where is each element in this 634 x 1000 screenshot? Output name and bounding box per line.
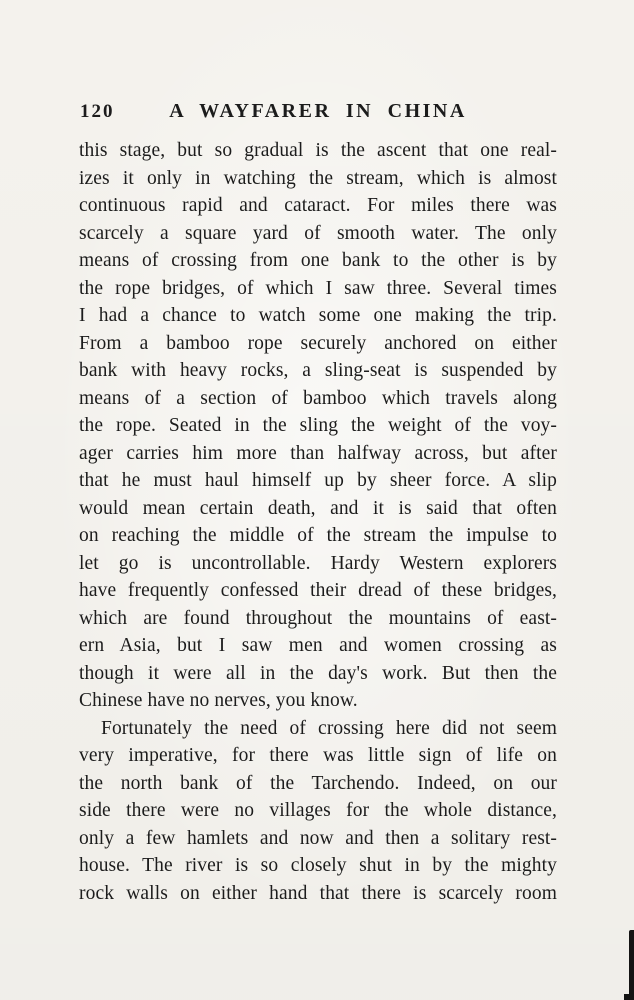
text-line: that he must haul himself up by sheer force. A slip xyxy=(79,470,557,491)
running-header xyxy=(79,100,557,137)
text-line: would mean certain death, and it is said that often xyxy=(79,497,557,519)
text-line: rock walls on either hand that there is scarcely room xyxy=(79,882,557,904)
text-line: on reaching the middle of the stream the impulse to xyxy=(79,525,557,546)
text-line: means of crossing from one bank to the other is by xyxy=(79,250,557,271)
text-line: From a bamboo rope securely anchored on either xyxy=(79,332,557,354)
text-line: though it were all in the day's work. But then the xyxy=(79,662,557,684)
text-line: ern Asia, but I saw men and women crossing as xyxy=(79,635,557,656)
text-line: side there were no villages for the whole distance, xyxy=(79,800,557,821)
text-column xyxy=(79,100,557,907)
text-line: the rope. Seated in the sling the weight of the voy- xyxy=(79,415,557,436)
scan-edge-artifact xyxy=(629,930,634,1000)
text-line: the rope bridges, of which I saw three. Several times xyxy=(79,277,557,299)
text-line: very imperative, for there was little sign of life on xyxy=(79,745,557,766)
text-line: continuous rapid and cataract. For miles there was xyxy=(79,195,557,216)
page-title: A WAYFARER IN CHINA xyxy=(169,100,467,122)
text-line: I had a chance to watch some one making the trip. xyxy=(79,305,557,326)
text-line: scarcely a square yard of smooth water. The only xyxy=(79,222,557,244)
text-line: have frequently confessed their dread of these bridges, xyxy=(79,580,557,601)
text-line: this stage, but so gradual is the ascent that one real- xyxy=(79,140,557,161)
text-line: izes it only in watching the stream, which is almost xyxy=(79,167,557,189)
scan-corner-artifact xyxy=(624,994,634,1000)
text-line: which are found throughout the mountains of east- xyxy=(79,607,557,629)
text-line: only a few hamlets and now and then a solitary rest- xyxy=(79,827,557,849)
text-line: house. The river is so closely shut in by the mighty xyxy=(79,855,557,876)
text-line: Chinese have no nerves, you know. xyxy=(79,690,358,711)
text-line: Fortunately the need of crossing here did not seem xyxy=(101,717,557,739)
page-body xyxy=(79,137,557,907)
page-number: 120 xyxy=(80,101,115,122)
text-line: ager carries him more than halfway across, but after xyxy=(79,442,557,464)
text-line: means of a section of bamboo which travels along xyxy=(79,387,557,409)
text-line: the north bank of the Tarchendo. Indeed, on our xyxy=(79,772,557,794)
text-line: bank with heavy rocks, a sling-seat is suspended by xyxy=(79,360,557,381)
text-line: let go is uncontrollable. Hardy Western explorers xyxy=(79,552,557,574)
